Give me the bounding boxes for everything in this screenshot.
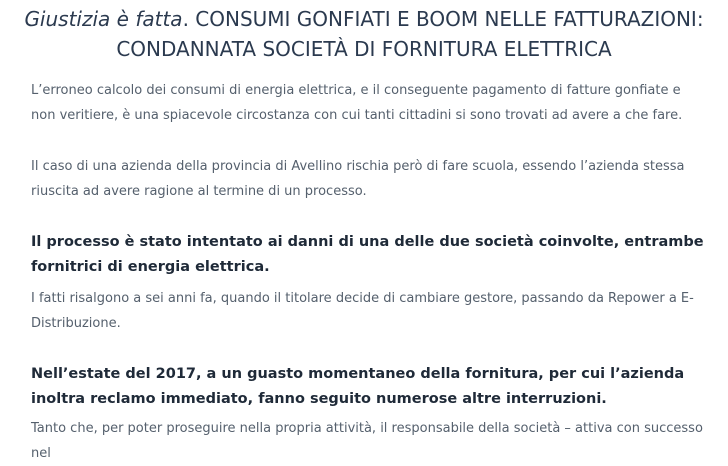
paragraph-case: Il caso di una azienda della provincia di Avellino rischia però di fare scuola, essendo l’azienda stessa riuscita ad avere ragione al termine di un processo. bbox=[31, 159, 685, 199]
paragraph-facts: I fatti risalgono a sei anni fa, quando il titolare decide di cambiare gestore, passando da Repower a E-Distribuzione. bbox=[31, 291, 694, 331]
subheading-summer-2017: Nell’estate del 2017, a un guasto momentaneo della fornitura, per cui l’azienda inoltra reclamo immediato, fanno seguito numerose altre interruzioni. bbox=[31, 366, 685, 407]
article-title-text: . CONSUMI GONFIATI E BOOM NELLE FATTURAZIONI: CONDANNATA SOCIETÀ DI FORNITURA ELETTRICA bbox=[116, 7, 704, 61]
paragraph-continuation: Tanto che, per poter proseguire nella propria attività, il responsabile della società – attiva con successo nel bbox=[31, 421, 703, 461]
subheading-process: Il processo è stato intentato ai danni di una delle due società coinvolte, entrambe fornitrici di energia elettrica. bbox=[31, 234, 704, 275]
article-title bbox=[0, 4, 728, 64]
paragraph-intro: L’erroneo calcolo dei consumi di energia elettrica, e il conseguente pagamento di fatture gonfiate e non veritiere, è una spiacevole circostanza con cui tanti cittadini si sono trovati ad avere a che fare. bbox=[31, 83, 683, 123]
article-title-emphasis: Giustizia è fatta bbox=[24, 7, 183, 31]
